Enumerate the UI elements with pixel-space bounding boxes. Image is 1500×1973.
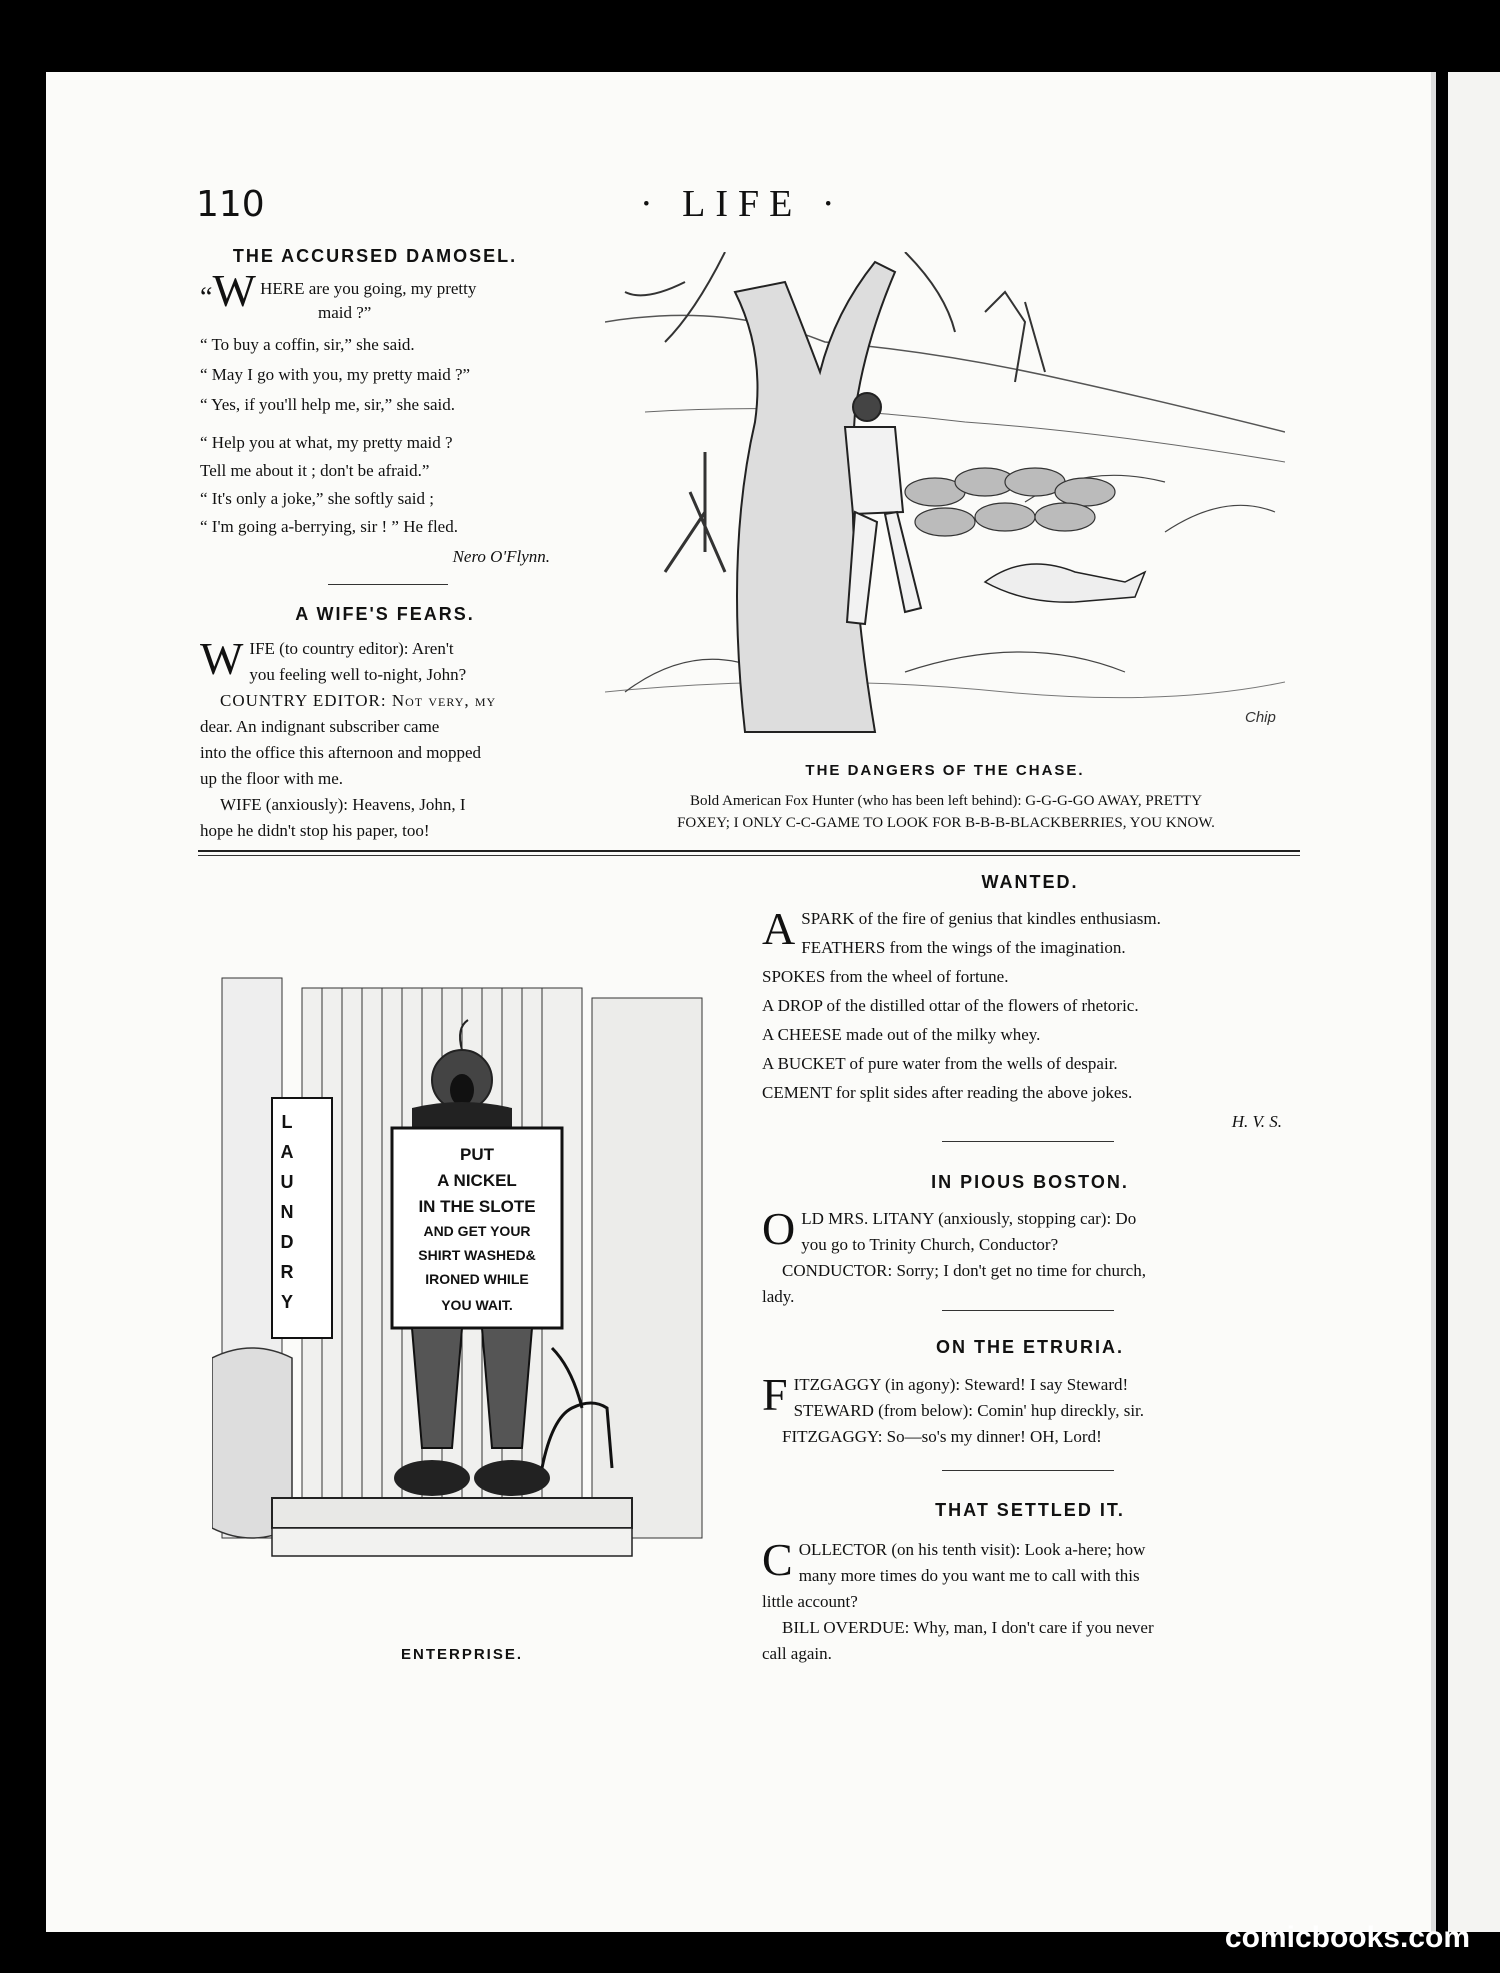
open-quote: “ [200, 282, 213, 313]
boston-title: IN PIOUS BOSTON. [931, 1172, 1129, 1192]
divider [328, 584, 448, 585]
watermark: comicbooks.com [1224, 1921, 1470, 1954]
sign-line-5: SHIRT WASHED& [418, 1247, 536, 1263]
wanted-line-1: SPARK of the fire of genius that kindles enthusiasm. [801, 909, 1161, 928]
damosel-line-6: Tell me about it ; don't be afraid.” [200, 461, 430, 480]
sign-line-2: A NICKEL [437, 1171, 517, 1190]
etruria-title: ON THE ETRURIA. [935, 1337, 1124, 1357]
sign-line-1: PUT [460, 1145, 494, 1164]
laundry-letter-u: U [280, 1172, 294, 1192]
sign-line-6: IRONED WHILE [425, 1271, 529, 1287]
wife-line-8: hope he didn't stop his paper, too! [200, 821, 430, 840]
laundry-letter-n: N [280, 1202, 294, 1222]
wife-dropcap: W [200, 633, 244, 684]
boston-dropcap: O [762, 1203, 796, 1254]
enterprise-caption: ENTERPRISE. [400, 1646, 524, 1663]
wanted-line-2: FEATHERS from the wings of the imagination. [801, 938, 1126, 957]
laundry-letter-l: L [281, 1112, 293, 1132]
divider [942, 1310, 1114, 1311]
damosel-signature: Nero O'Flynn. [452, 547, 550, 566]
wife-title: A WIFE'S FEARS. [295, 604, 475, 624]
boston-line-1: LD MRS. LITANY (anxiously, stopping car): Do [801, 1209, 1137, 1228]
wanted-title: WANTED. [981, 872, 1079, 892]
wanted-line-4: A DROP of the distilled ottar of the flowers of rhetoric. [762, 996, 1139, 1015]
damosel-line-4: “ Yes, if you'll help me, sir,” she said. [200, 395, 455, 414]
settled-line-1: OLLECTOR (on his tenth visit): Look a-here; how [798, 1540, 1146, 1559]
section-rule-thin [198, 855, 1300, 856]
wife-line-5: into the office this afternoon and mopped [200, 743, 482, 762]
settled-line-3: little account? [762, 1592, 858, 1611]
enterprise-illustration [212, 968, 712, 1578]
damosel-line-2: “ To buy a coffin, sir,” she said. [200, 335, 415, 354]
wife-line-7: WIFE (anxiously): Heavens, John, I [220, 795, 466, 814]
boston-line-2: you go to Trinity Church, Conductor? [801, 1235, 1059, 1254]
damosel-title: THE ACCURSED DAMOSEL. [232, 246, 518, 266]
wife-line-1: IFE (to country editor): Aren't [249, 639, 454, 658]
boston-line-3: CONDUCTOR: Sorry; I don't get no time for church, [782, 1261, 1146, 1280]
chase-caption-title: THE DANGERS OF THE CHASE. [805, 762, 1085, 779]
laundry-letter-d: D [280, 1232, 294, 1252]
etruria-line-2: STEWARD (from below): Comin' hup direckly, sir. [793, 1401, 1145, 1420]
etruria-line-1: ITZGAGGY (in agony): Steward! I say Steward! [793, 1375, 1129, 1394]
divider [942, 1470, 1114, 1471]
sign-line-3: IN THE SLOTE [418, 1197, 536, 1216]
settled-line-5: call again. [762, 1644, 832, 1663]
damosel-line-3: “ May I go with you, my pretty maid ?” [200, 365, 471, 384]
wife-line-6: up the floor with me. [200, 769, 344, 788]
binding-gutter [1436, 72, 1446, 1932]
wife-line-4: dear. An indignant subscriber came [200, 717, 440, 736]
settled-line-4: BILL OVERDUE: Why, man, I don't care if you never [782, 1618, 1154, 1637]
chase-illustration [605, 252, 1285, 742]
wanted-signature: H. V. S. [1231, 1112, 1282, 1131]
settled-dialogue [762, 1534, 1302, 1667]
masthead-title: · LIFE · [640, 183, 845, 225]
divider [942, 1141, 1114, 1142]
wanted-list [762, 904, 1302, 1136]
boston-line-4: lady. [762, 1287, 795, 1306]
laundry-letter-y: Y [280, 1292, 294, 1312]
section-rule [198, 850, 1300, 852]
etruria-dialogue [762, 1369, 1302, 1450]
damosel-line-7: “ It's only a joke,” she softly said ; [200, 489, 434, 508]
chase-caption-line-2: FOXEY; I ONLY C-C-GAME TO LOOK FOR B-B-B-BLACKBERRIES, YOU KNOW. [677, 815, 1215, 831]
chase-caption-line-1: Bold American Fox Hunter (who has been left behind): G-G-G-GO AWAY, PRETTY [689, 793, 1203, 809]
settled-title: THAT SETTLED IT. [935, 1500, 1125, 1520]
wife-line-3: COUNTRY EDITOR: Not very, my [220, 691, 497, 710]
damosel-line-1b: maid ?” [318, 303, 372, 322]
wanted-line-3: SPOKES from the wheel of fortune. [762, 967, 1009, 986]
next-page-edge [1448, 72, 1500, 1932]
laundry-letter-r: R [280, 1262, 294, 1282]
settled-dropcap: C [762, 1534, 793, 1585]
damosel-line-5: “ Help you at what, my pretty maid ? [200, 433, 453, 452]
sign-line-4: AND GET YOUR [423, 1223, 531, 1239]
wanted-dropcap: A [762, 903, 796, 954]
damosel-line-8: “ I'm going a-berrying, sir ! ” He fled. [200, 517, 458, 536]
settled-line-2: many more times do you want me to call with this [798, 1566, 1140, 1585]
etruria-dropcap: F [762, 1369, 788, 1420]
damosel-line-1: HERE are you going, my pretty [260, 279, 477, 298]
wanted-line-5: A CHEESE made out of the milky whey. [762, 1025, 1041, 1044]
wife-dialogue [200, 633, 570, 844]
damosel-poem [200, 265, 570, 570]
artist-signature: Chip [1245, 709, 1276, 726]
damosel-dropcap: W [212, 265, 256, 316]
sign-line-7: YOU WAIT. [441, 1297, 513, 1313]
laundry-letter-a: A [280, 1142, 294, 1162]
page-number: 110 [196, 184, 265, 225]
wife-line-2: you feeling well to-night, John? [249, 665, 467, 684]
boston-dialogue [762, 1203, 1302, 1310]
wanted-line-6: A BUCKET of pure water from the wells of despair. [762, 1054, 1118, 1073]
etruria-line-3: FITZGAGGY: So—so's my dinner! OH, Lord! [782, 1427, 1102, 1446]
wanted-line-7: CEMENT for split sides after reading the above jokes. [762, 1083, 1133, 1102]
